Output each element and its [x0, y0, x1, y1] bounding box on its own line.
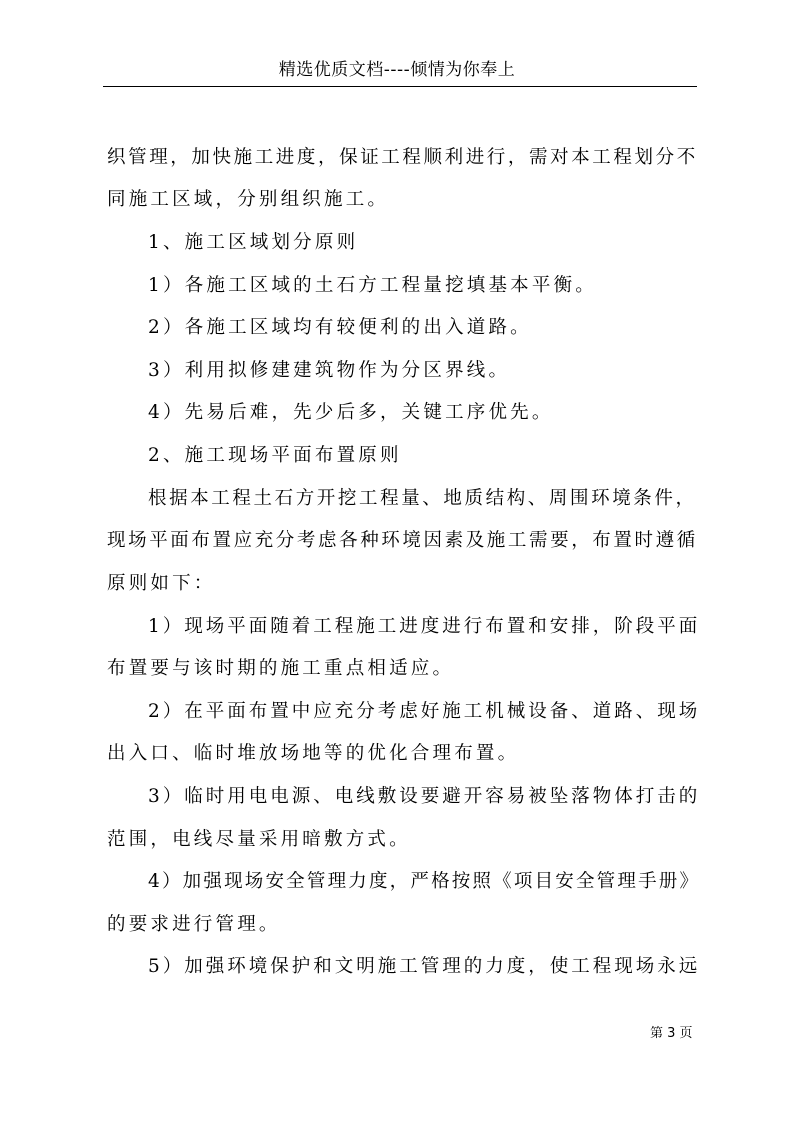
section-heading-1: 1、施工区域划分原则	[148, 232, 359, 253]
page-header: 精选优质文档----倾情为你奉上	[278, 60, 516, 80]
body-line-17: 范围，电线尽量采用暗敷方式。	[107, 829, 411, 850]
section-heading-2: 2、施工现场平面布置原则	[148, 445, 402, 466]
body-line-12: 1）现场平面随着工程施工进度进行布置和安排，阶段平面	[148, 616, 701, 637]
body-line-18: 4）加强现场安全管理力度，严格按照《项目安全管理手册》	[148, 871, 701, 892]
body-line-1: 织管理，加快施工进度，保证工程顺利进行，需对本工程划分不	[107, 147, 698, 168]
body-line-2: 同施工区域，分别组织施工。	[107, 189, 390, 210]
body-line-14: 2）在平面布置中应充分考虑好施工机械设备、道路、现场	[148, 701, 701, 722]
body-line-10: 现场平面布置应充分考虑各种环境因素及施工需要，布置时遵循	[107, 530, 698, 551]
body-line-11: 原则如下：	[107, 573, 216, 594]
body-line-13: 布置要与该时期的施工重点相适应。	[107, 658, 455, 679]
body-line-7: 4）先易后难，先少后多，关键工序优先。	[148, 402, 554, 423]
body-line-6: 3）利用拟修建建筑物作为分区界线。	[148, 360, 511, 381]
page-number: 第 3 页	[650, 1026, 693, 1041]
body-line-19: 的要求进行管理。	[107, 914, 281, 935]
body-line-4: 1）各施工区域的土石方工程量挖填基本平衡。	[148, 275, 597, 296]
body-line-5: 2）各施工区域均有较便利的出入道路。	[148, 317, 532, 338]
body-line-16: 3）临时用电电源、电线敷设要避开容易被坠落物体打击的	[148, 786, 701, 807]
body-line-15: 出入口、临时堆放场地等的优化合理布置。	[107, 743, 520, 764]
header-divider	[103, 86, 697, 87]
body-line-20: 5）加强环境保护和文明施工管理的力度，使工程现场永远	[148, 956, 701, 977]
body-line-9: 根据本工程土石方开挖工程量、地质结构、周围环境条件，	[148, 488, 697, 509]
